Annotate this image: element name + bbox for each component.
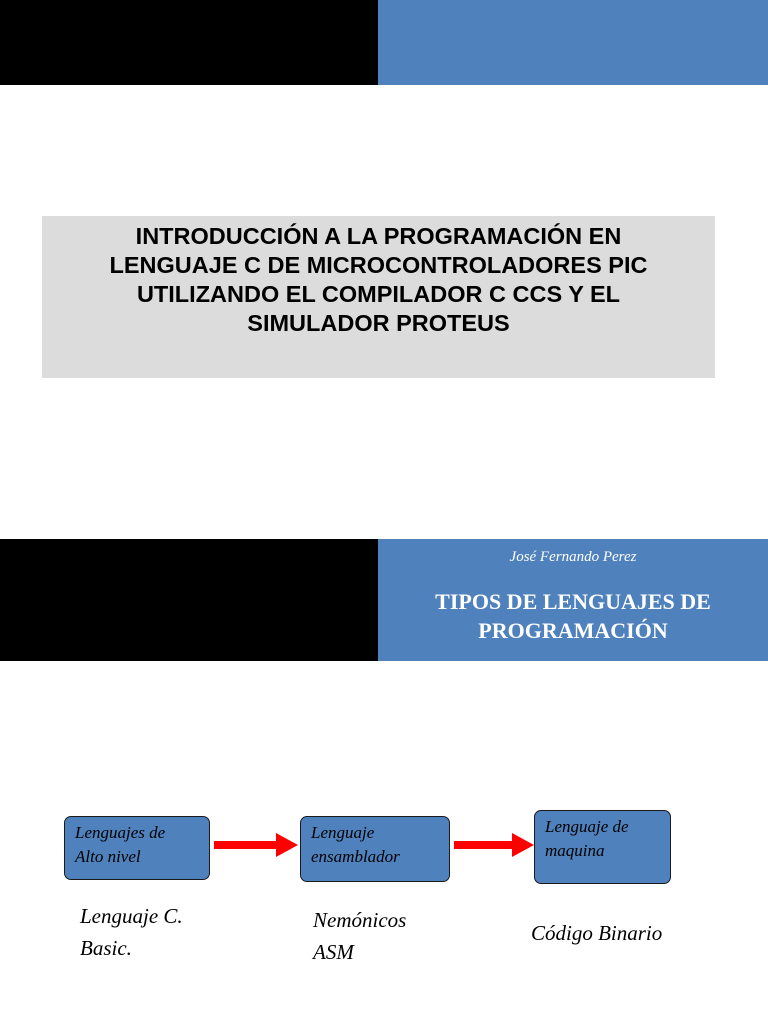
caption-line: Código Binario	[531, 921, 663, 945]
title-line: UTILIZANDO EL COMPILADOR C CCS Y EL	[136, 281, 621, 307]
box-label-line: maquina	[545, 841, 605, 860]
section-black-band	[0, 539, 378, 661]
title-line: INTRODUCCIÓN A LA PROGRAMACIÓN EN	[135, 223, 622, 249]
machine-caption	[531, 917, 662, 949]
assembler-caption	[313, 904, 406, 968]
high-level-caption	[80, 900, 183, 964]
top-black-band	[0, 0, 378, 85]
box-label-line: Lenguaje	[311, 823, 375, 842]
section-title-line: TIPOS DE LENGUAJES DE	[435, 589, 711, 614]
document-title	[59, 222, 699, 338]
box-label-line: Lenguajes de	[75, 823, 166, 842]
author-name: José Fernando Perez	[509, 549, 637, 565]
title-line: SIMULADOR PROTEUS	[247, 310, 510, 336]
section-title-line: PROGRAMACIÓN	[478, 618, 668, 643]
section-title	[378, 587, 768, 645]
title-box	[42, 216, 715, 378]
high-level-language-box	[64, 816, 210, 880]
assembler-language-box	[300, 816, 450, 882]
caption-line: ASM	[313, 940, 354, 964]
machine-language-box	[534, 810, 671, 884]
caption-line: Lenguaje C.	[80, 904, 183, 928]
right-arrow-icon	[454, 832, 534, 858]
section-blue-band	[378, 539, 768, 661]
right-arrow-icon	[214, 832, 298, 858]
caption-line: Nemónicos	[313, 908, 407, 932]
box-label-line: ensamblador	[311, 847, 400, 866]
box-label-line: Lenguaje de	[545, 817, 629, 836]
title-line: LENGUAJE C DE MICROCONTROLADORES PIC	[109, 252, 648, 278]
box-label-line: Alto nivel	[75, 847, 141, 866]
caption-line: Basic.	[80, 936, 132, 960]
top-blue-band	[378, 0, 768, 85]
